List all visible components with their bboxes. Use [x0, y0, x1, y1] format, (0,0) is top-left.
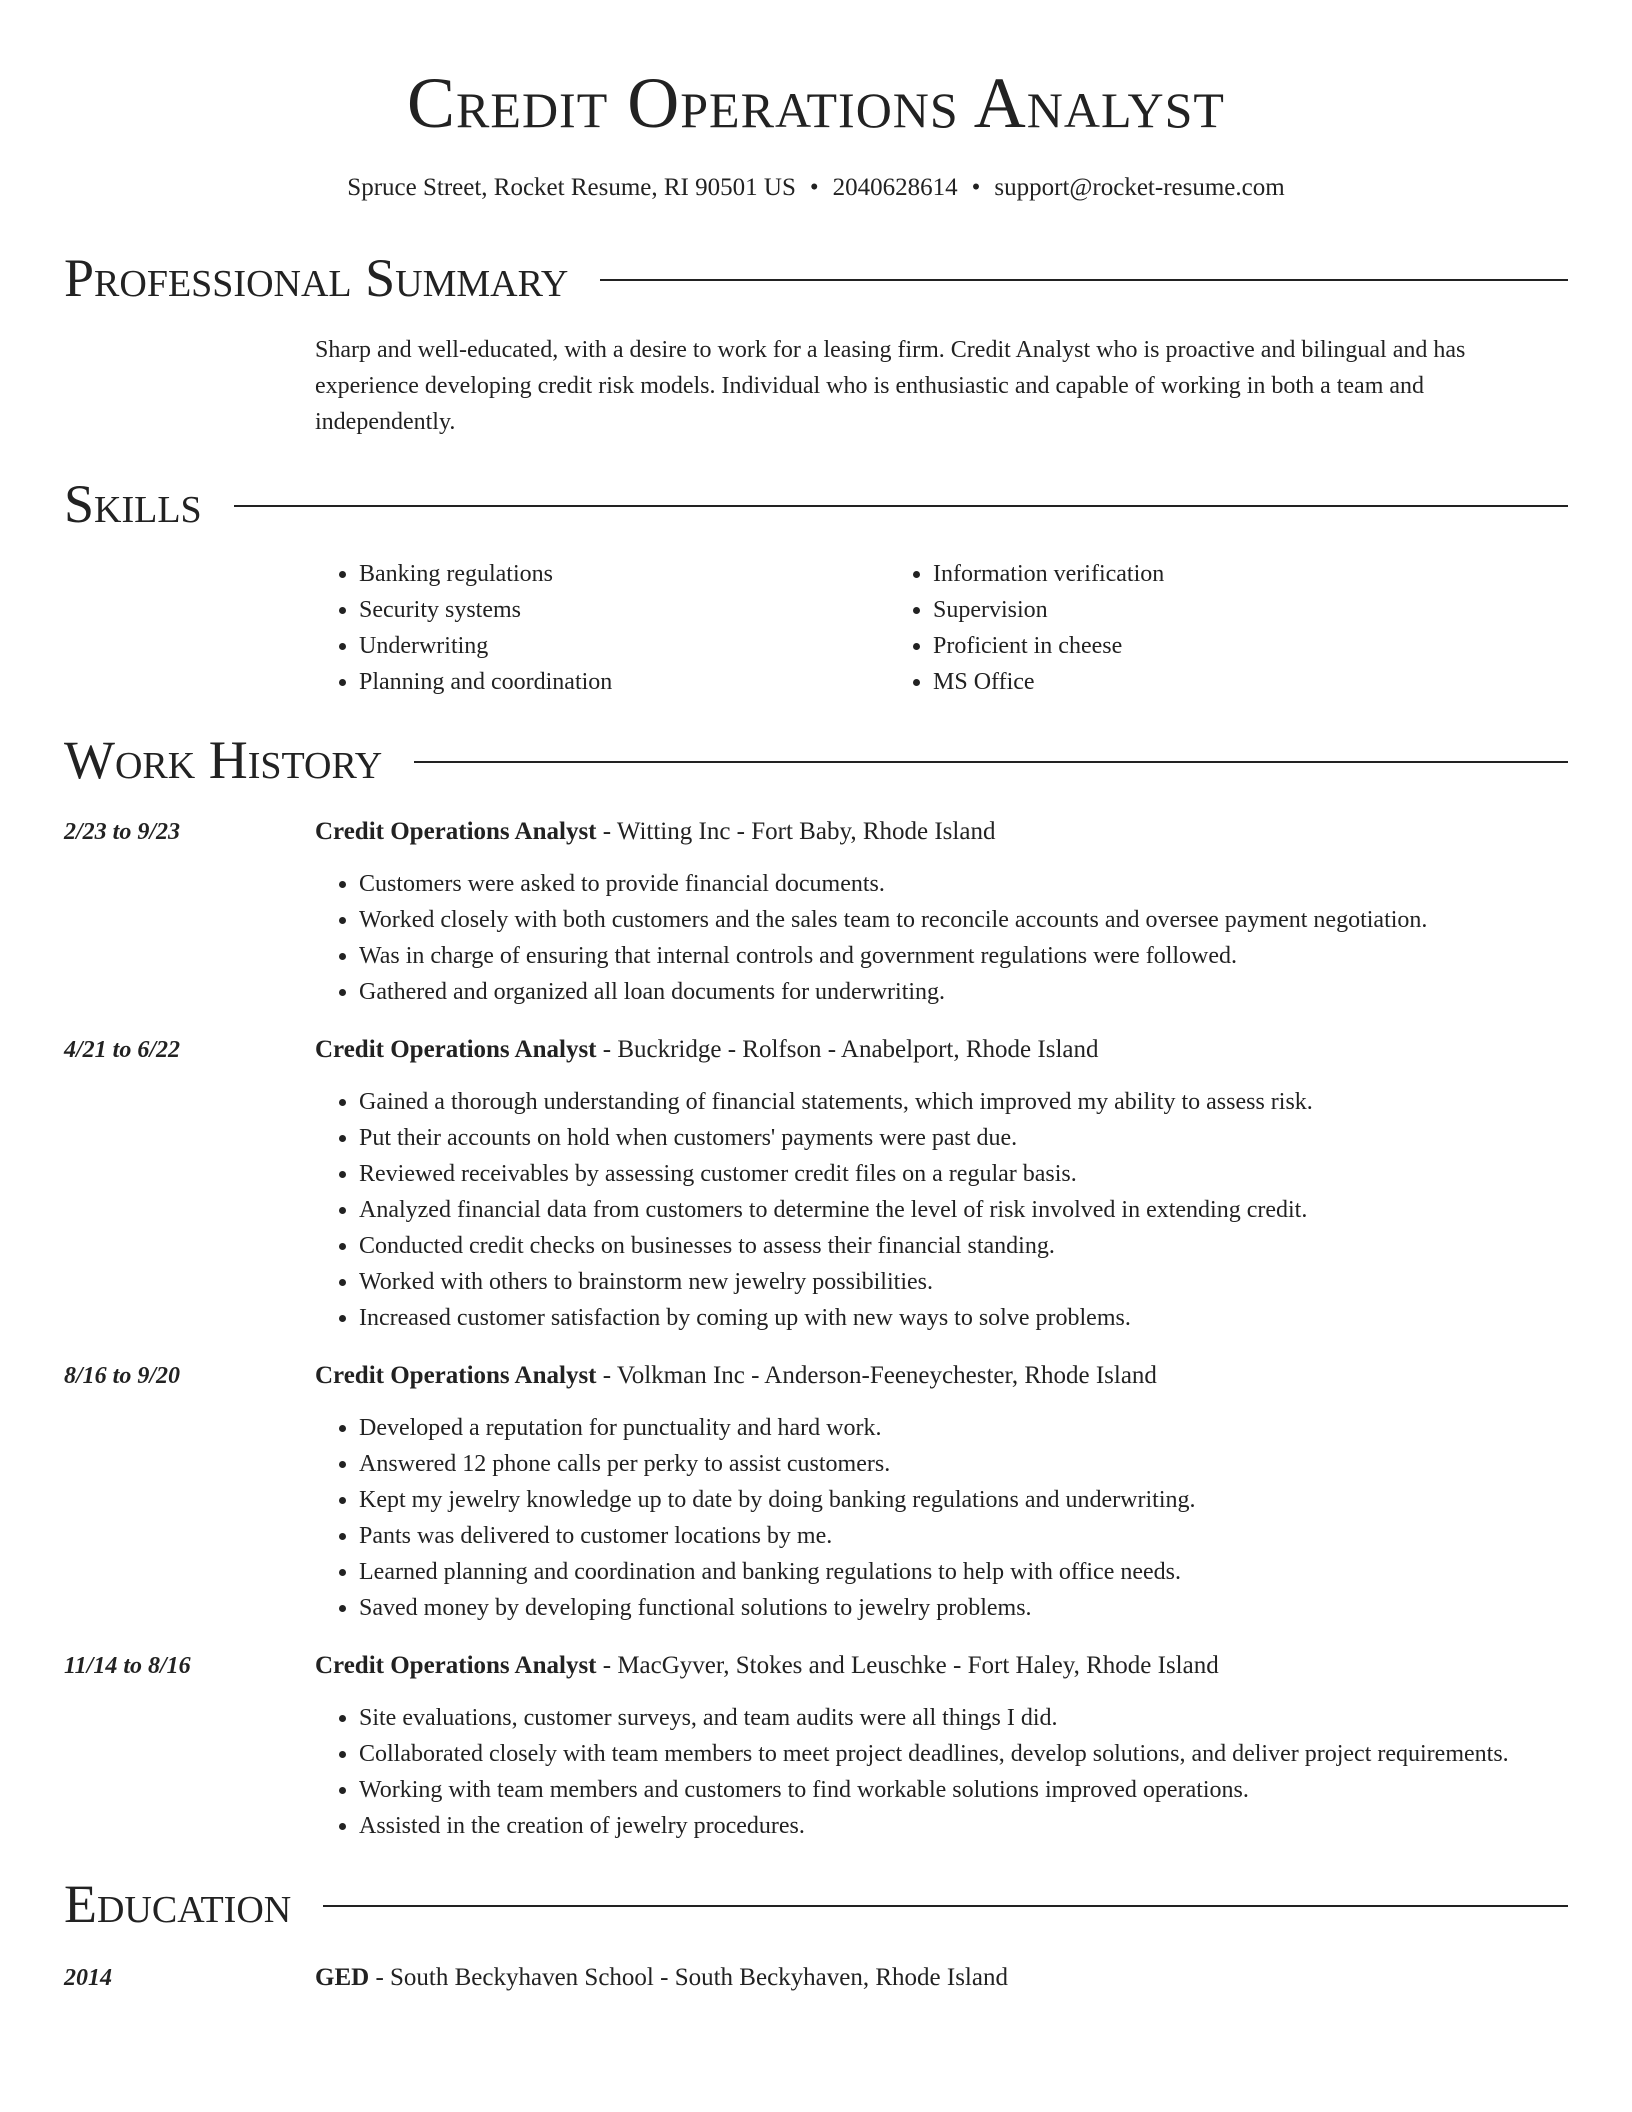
list-item: • Analyzed financial data from customers to determine the level of risk involved in extending credit. [359, 1192, 1568, 1228]
list-item: • Worked closely with both customers and the sales team to reconcile accounts and oversee payment negotiation. [359, 902, 1568, 938]
job-details: - MacGyver, Stokes and Leuschke - Fort Haley, Rhode Island [596, 1652, 1219, 1679]
job-title [315, 1360, 1568, 1392]
list-item: • Gained a thorough understanding of financial statements, which improved my ability to assess risk. [359, 1084, 1568, 1120]
summary-row [64, 332, 1568, 440]
job-dates: 4/21 to 6/22 [64, 1037, 181, 1063]
job-bullets-row [64, 1682, 1568, 1844]
job-title [315, 816, 1568, 848]
job-left-gutter [64, 1682, 315, 1844]
job-bullets-row [64, 848, 1568, 1010]
job-header [64, 1650, 1568, 1682]
job-role: Credit Operations Analyst [315, 1652, 597, 1679]
job-bullets-col [315, 1066, 1568, 1336]
list-item: • Security systems [359, 592, 889, 628]
job-header [64, 816, 1568, 848]
section-divider [600, 279, 1568, 281]
education-title [315, 1962, 1568, 1994]
list-item: • Reviewed receivables by assessing customer credit files on a regular basis. [359, 1156, 1568, 1192]
list-item: • Saved money by developing functional solutions to jewelry problems. [359, 1590, 1568, 1626]
summary-left-gutter [64, 332, 315, 440]
list-item: • Learned planning and coordination and banking regulations to help with office needs. [359, 1554, 1568, 1590]
list-item: • Site evaluations, customer surveys, and team audits were all things I did. [359, 1700, 1568, 1736]
job-title [315, 1034, 1568, 1066]
job-left-gutter [64, 1392, 315, 1626]
list-item: • Conducted credit checks on businesses to assess their financial standing. [359, 1228, 1568, 1264]
section-divider [234, 505, 1568, 507]
list-item: • Put their accounts on hold when customers' payments were past due. [359, 1120, 1568, 1156]
job-bullets-row [64, 1066, 1568, 1336]
list-item: • Worked with others to brainstorm new jewelry possibilities. [359, 1264, 1568, 1300]
skills-section-header [64, 474, 1568, 534]
list-item: • Assisted in the creation of jewelry procedures. [359, 1808, 1568, 1844]
skills-left-gutter [64, 556, 315, 700]
job-entry [64, 1034, 1568, 1336]
list-item: • Customers were asked to provide financial documents. [359, 866, 1568, 902]
list-item: • Gathered and organized all loan documents for underwriting. [359, 974, 1568, 1010]
job-details: - Witting Inc - Fort Baby, Rhode Island [596, 818, 996, 845]
job-role: Credit Operations Analyst [315, 1362, 597, 1389]
work-section-title: Work History [64, 730, 383, 790]
summary-section-header [64, 248, 1568, 308]
email: support@rocket-resume.com [994, 174, 1285, 201]
summary-section-title: Professional Summary [64, 248, 569, 308]
candidate-name: Credit Operations Analyst [407, 63, 1225, 143]
phone: 2040628614 [832, 174, 958, 201]
job-dates: 2/23 to 9/23 [64, 819, 181, 845]
list-item: • Planning and coordination [359, 664, 889, 700]
education-year: 2014 [64, 1965, 112, 1991]
job-entry [64, 816, 1568, 1010]
job-bullets-row [64, 1392, 1568, 1626]
list-item: • Pants was delivered to customer locations by me. [359, 1518, 1568, 1554]
job-details: - Buckridge - Rolfson - Anabelport, Rhode Island [596, 1036, 1099, 1063]
education-degree: GED [315, 1964, 370, 1991]
job-role: Credit Operations Analyst [315, 818, 597, 845]
list-item: • Information verification [933, 556, 1164, 592]
job-bullets [315, 866, 1568, 1010]
job-left-gutter [64, 848, 315, 1010]
job-bullets [315, 1700, 1568, 1844]
job-bullets-col [315, 1682, 1568, 1844]
skills-list-left [315, 556, 889, 700]
work-section-header [64, 730, 1568, 790]
list-item: • Collaborated closely with team members to meet project deadlines, develop solutions, and deliver project requirements. [359, 1736, 1568, 1772]
list-item: • Proficient in cheese [933, 628, 1164, 664]
job-entry [64, 1650, 1568, 1844]
contact-line [64, 172, 1568, 204]
skills-columns [315, 556, 1568, 700]
job-bullets-col [315, 1392, 1568, 1626]
job-header [64, 1034, 1568, 1066]
list-item: • Underwriting [359, 628, 889, 664]
job-bullets [315, 1084, 1568, 1336]
section-divider [414, 761, 1568, 763]
list-item: • Answered 12 phone calls per perky to assist customers. [359, 1446, 1568, 1482]
job-header [64, 1360, 1568, 1392]
education-details: - South Beckyhaven School - South Beckyhaven, Rhode Island [369, 1964, 1008, 1991]
skills-list-right [889, 556, 1164, 700]
education-section-title: Education [64, 1874, 292, 1934]
job-bullets [315, 1410, 1568, 1626]
work-history-list [64, 816, 1568, 1844]
list-item: • Banking regulations [359, 556, 889, 592]
address: Spruce Street, Rocket Resume, RI 90501 US [347, 174, 796, 201]
section-divider [323, 1905, 1568, 1907]
list-item: • Kept my jewelry knowledge up to date by doing banking regulations and underwriting. [359, 1482, 1568, 1518]
job-dates: 8/16 to 9/20 [64, 1363, 181, 1389]
job-left-gutter [64, 1066, 315, 1336]
contact-separator: • [971, 174, 981, 201]
job-dates: 11/14 to 8/16 [64, 1653, 191, 1679]
skills-section-title: Skills [64, 474, 202, 534]
job-entry [64, 1360, 1568, 1626]
skills-row [64, 556, 1568, 700]
summary-text: Sharp and well-educated, with a desire to work for a leasing firm. Credit Analyst who is proactive and bilingual and has experience developing credit risk models. Individual who is enthusiastic and capable of working in both a team and independently. [315, 337, 1466, 435]
contact-separator: • [809, 174, 819, 201]
job-bullets-col [315, 848, 1568, 1010]
job-role: Credit Operations Analyst [315, 1036, 597, 1063]
list-item: • Was in charge of ensuring that internal controls and government regulations were followed. [359, 938, 1568, 974]
list-item: • Increased customer satisfaction by coming up with new ways to solve problems. [359, 1300, 1568, 1336]
list-item: • Working with team members and customers to find workable solutions improved operations. [359, 1772, 1568, 1808]
job-title [315, 1650, 1568, 1682]
list-item: • Developed a reputation for punctuality and hard work. [359, 1410, 1568, 1446]
education-entry [64, 1962, 1568, 1994]
list-item: • Supervision [933, 592, 1164, 628]
job-details: - Volkman Inc - Anderson-Feeneychester, Rhode Island [596, 1362, 1157, 1389]
education-section-header [64, 1874, 1568, 1934]
list-item: • MS Office [933, 664, 1164, 700]
